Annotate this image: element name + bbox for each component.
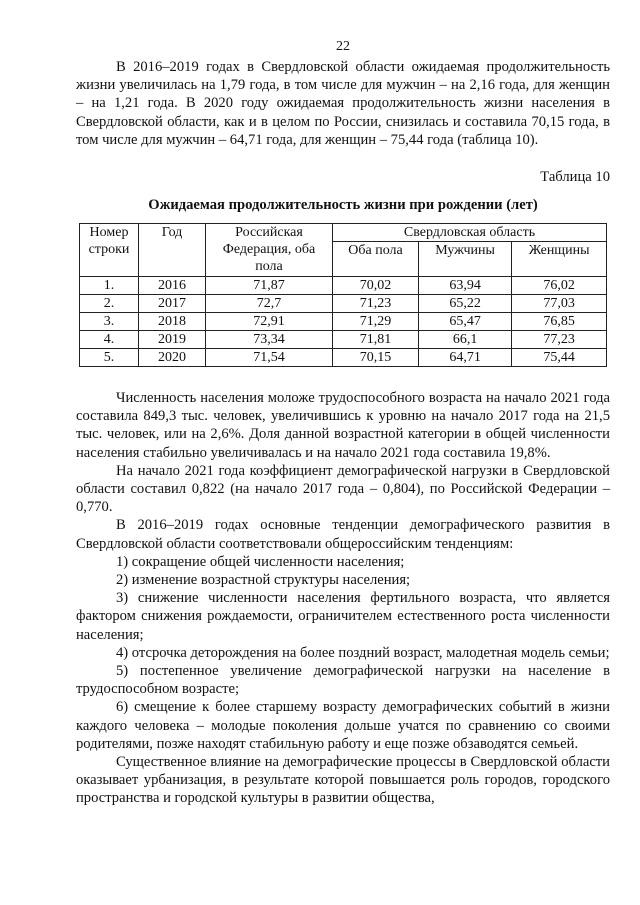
table-row [80,349,607,367]
cell-n: 1. [80,277,139,295]
cell-rf: 73,34 [206,331,333,349]
cell-year: 2017 [139,295,206,313]
table-header-row [80,224,607,242]
paragraph-dependency-ratio: На начало 2021 года коэффициент демографической нагрузки в Свердловской области составил 0,822 (на начало 2017 года – 0,804), по Российской Федерации – 0,770. [76,462,610,516]
life-expectancy-table [79,223,607,367]
header-men: Мужчины [418,242,511,277]
cell-year: 2018 [139,313,206,331]
cell-both: 71,23 [333,295,419,313]
paragraph-urbanization: Существенное влияние на демографические процессы в Свердловской области оказывает урбанизация, в результате которой повышается роль городов, городского пространства и городской культуры в развитии общества, [76,754,610,807]
intro-paragraph: В 2016–2019 годах в Свердловской области ожидаемая продолжительность жизни увеличилась на 1,79 года, в том числе для мужчин – на 2,16 года, для женщин – на 1,21 года. В 2020 году ожидаемая продолжительность жизни населения в Свердловской области, как и в целом по России, снизилась и составила 70,15 года, в том числе для мужчин – 64,71 года, для женщин – 75,44 года (таблица 10). [76,59,610,148]
paragraph-trends-intro: В 2016–2019 годах основные тенденции демографического развития в Свердловской области соответствовали общероссийским тенденциям: [76,517,610,552]
list-item: 3) снижение численности населения фертильного возраста, что является фактором снижения рождаемости, ограничителем естественного роста численности населения; [76,590,610,643]
header-row-no: Номер строки [80,224,139,277]
cell-n: 2. [80,295,139,313]
table-row [80,331,607,349]
cell-women: 77,23 [512,331,607,349]
cell-rf: 71,87 [206,277,333,295]
cell-year: 2016 [139,277,206,295]
cell-men: 65,47 [418,313,511,331]
header-year: Год [139,224,206,277]
cell-both: 70,15 [333,349,419,367]
cell-women: 75,44 [512,349,607,367]
paragraph-children-population: Численность населения моложе трудоспособного возраста на начало 2021 года составила 849,3 тыс. человек, увеличившись к уровню на начало 2017 года на 21,5 тыс. человек, или на 2,6%. Доля данной возрастной категории в общей численности населения стабильно увеличивалась и на начало 2021 года составила 19,8%. [76,390,610,461]
cell-year: 2020 [139,349,206,367]
cell-rf: 71,54 [206,349,333,367]
cell-women: 76,02 [512,277,607,295]
list-item: 2) изменение возрастной структуры населения; [116,572,411,589]
header-region: Свердловская область [333,224,607,242]
cell-men: 64,71 [418,349,511,367]
cell-women: 77,03 [512,295,607,313]
cell-both: 71,29 [333,313,419,331]
cell-men: 65,22 [418,295,511,313]
header-rf: Российская Федерация, оба пола [206,224,333,277]
table-row [80,277,607,295]
table-title: Ожидаемая продолжительность жизни при рождении (лет) [148,197,538,214]
cell-men: 66,1 [418,331,511,349]
list-item: 1) сокращение общей численности населения; [116,553,405,570]
cell-n: 5. [80,349,139,367]
cell-both: 70,02 [333,277,419,295]
list-item: 4) отсрочка деторождения на более поздний возраст, малодетная модель семьи; [116,644,610,661]
cell-n: 4. [80,331,139,349]
table-label: Таблица 10 [540,169,610,186]
header-women: Женщины [512,242,607,277]
cell-rf: 72,7 [206,295,333,313]
cell-year: 2019 [139,331,206,349]
cell-women: 76,85 [512,313,607,331]
table-row [80,295,607,313]
document-page [76,38,610,808]
cell-men: 63,94 [418,277,511,295]
cell-n: 3. [80,313,139,331]
header-both: Оба пола [333,242,419,277]
list-item: 5) постепенное увеличение демографической нагрузки на население в трудоспособном возрасте; [76,663,610,698]
cell-both: 71,81 [333,331,419,349]
cell-rf: 72,91 [206,313,333,331]
page-number: 22 [336,39,350,54]
list-item: 6) смещение к более старшему возрасту демографических событий в жизни каждого человека – молодые поколения дольше учатся по сравнению со своими родителями, позже находят стабильную работу и еще позже обзаводятся семьей. [76,699,610,752]
table-row [80,313,607,331]
